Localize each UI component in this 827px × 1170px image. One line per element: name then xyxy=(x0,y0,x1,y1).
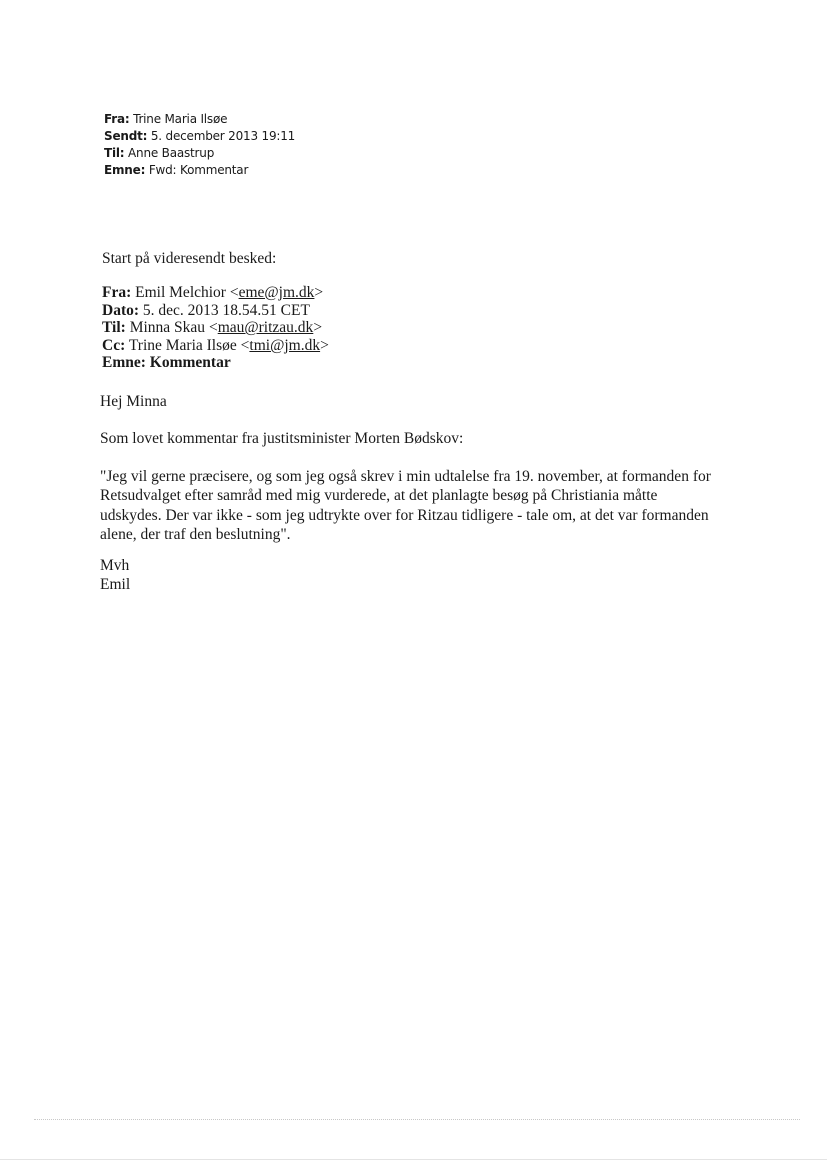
inner-to-label: Til: xyxy=(102,319,126,337)
inner-date-label: Dato: xyxy=(102,301,140,319)
scan-artifact-line xyxy=(34,1119,800,1120)
signoff-block xyxy=(100,556,130,594)
outer-from-value: Trine Maria Ilsøe xyxy=(133,112,228,126)
outer-to-value: Anne Baastrup xyxy=(128,146,215,160)
inner-subject-label: Emne: xyxy=(102,354,146,372)
inner-date-value: 5. dec. 2013 18.54.51 CET xyxy=(142,301,310,319)
outer-to-row xyxy=(104,145,295,162)
inner-from-row: Fra: Emil Melchior <eme@jm.dk> xyxy=(102,284,324,301)
page-edge-line xyxy=(0,1159,827,1160)
inner-cc-name: Trine Maria Ilsøe xyxy=(128,336,237,354)
outer-subject-value: Fwd: Kommentar xyxy=(148,163,249,177)
outer-email-header xyxy=(104,111,295,179)
outer-sent-label: Sendt: xyxy=(104,129,148,143)
inner-cc-label: Cc: xyxy=(102,336,126,354)
greeting: Hej Minna xyxy=(100,393,167,410)
quote-line: alene, der traf den beslutning". xyxy=(100,526,291,544)
outer-to-label: Til: xyxy=(104,146,125,160)
quote-line: Retsudvalget efter samråd med mig vurderede, at det planlagte besøg på Christiania måtte xyxy=(100,487,658,505)
outer-from-label: Fra: xyxy=(104,112,130,126)
quote-line: udskydes. Der var ikke - som jeg udtrykte over for Ritzau tidligere - tale om, at det var formanden xyxy=(100,506,709,524)
outer-from-row xyxy=(104,111,295,128)
intro-line: Som lovet kommentar fra justitsminister Morten Bødskov: xyxy=(100,430,464,447)
inner-to-email-link[interactable]: mau@ritzau.dk xyxy=(217,319,314,337)
inner-cc-row: Cc: Trine Maria Ilsøe <tmi@jm.dk> xyxy=(102,336,329,354)
inner-subject-value: Kommentar xyxy=(149,354,231,372)
inner-from-email-link[interactable]: eme@jm.dk xyxy=(238,284,315,301)
outer-subject-label: Emne: xyxy=(104,163,146,177)
inner-subject-row xyxy=(102,354,329,372)
quote-line: "Jeg vil gerne præcisere, og som jeg også skrev i min udtalelse fra 19. november, at formanden for xyxy=(100,468,711,485)
inner-to-name: Minna Skau xyxy=(129,319,206,337)
outer-sent-row xyxy=(104,128,295,145)
quoted-statement xyxy=(100,467,750,545)
outer-subject-row xyxy=(104,162,295,179)
outer-sent-value: 5. december 2013 19:11 xyxy=(150,129,296,143)
forward-notice: Start på videresendt besked: xyxy=(102,250,277,267)
inner-from-label: Fra: xyxy=(102,284,132,301)
signoff: Mvh xyxy=(100,557,130,574)
inner-cc-email-link[interactable]: tmi@jm.dk xyxy=(249,336,321,354)
inner-from-name: Emil Melchior xyxy=(135,284,226,301)
inner-to-row: Til: Minna Skau <mau@ritzau.dk> xyxy=(102,319,323,337)
inner-date-row xyxy=(102,302,329,320)
inner-email-header xyxy=(102,284,329,372)
signature: Emil xyxy=(100,576,131,593)
